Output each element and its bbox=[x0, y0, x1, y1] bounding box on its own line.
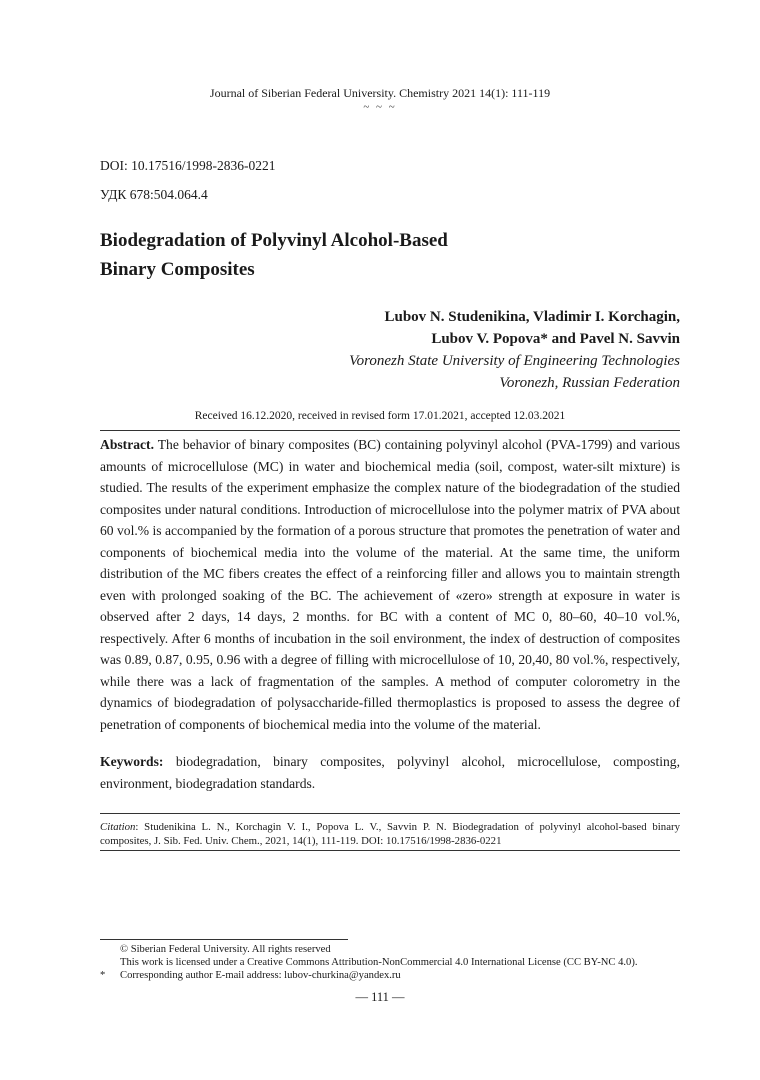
page-number: — 111 — bbox=[355, 990, 405, 1004]
affiliation bbox=[349, 350, 680, 394]
footnote-rule bbox=[100, 939, 348, 940]
header-separator: ~ ~ ~ bbox=[363, 101, 397, 113]
citation-top-rule bbox=[100, 813, 680, 814]
keywords-text: biodegradation, binary composites, polyvinyl alcohol, microcellulose, composting, environment, biodegradation standards. bbox=[100, 754, 680, 791]
abstract-top-rule bbox=[100, 430, 680, 431]
citation-label: Citation bbox=[100, 821, 136, 833]
affiliation-line-1: Voronezh State University of Engineering Technologies bbox=[349, 353, 680, 369]
footnote-star: * bbox=[100, 970, 106, 981]
title-line-1: Biodegradation of Polyvinyl Alcohol-Based bbox=[100, 230, 448, 251]
corresponding-footnote bbox=[100, 969, 401, 982]
received-dates: Received 16.12.2020, received in revised form 17.01.2021, accepted 12.03.2021 bbox=[194, 410, 566, 422]
journal-header: Journal of Siberian Federal University. Chemistry 2021 14(1): 111-119 bbox=[209, 86, 551, 100]
udk: УДК 678:504.064.4 bbox=[100, 187, 208, 202]
abstract-text: The behavior of binary composites (BC) containing polyvinyl alcohol (PVA-1799) and various amounts of microcellulose (MC) in water and biochemical media (soil, compost, water-silt mixture) is studied. The results of the experiment emphasize the complex nature of the biodegradation of the studied composites under natural conditions. Introduction of microcellulose into the polymer matrix of PVA about 60 vol.% is accompanied by the formation of a porous structure that promotes the penetration of water and components of biochemical media into the volume of the material. At the same time, the uniform distribution of the MC fibers creates the effect of a reinforcing filler and allows you to maintain strength even with prolonged soaking of the BC. The achievement of «zero» strength at exposure in water is observed after 2 days, 14 days, 2 months. for BC with a content of MC 0, 80–60, 40–10 vol.%, respectively. After 6 months of incubation in the soil environment, the index of destruction of composites was 0.89, 0.87, 0.95, 0.96 with a degree of filling with microcellulose of 10, 20,40, 80 vol.%, respectively, while there was a lack of fragmentation of the samples. A method of computer colorometry in the dynamics of biodegradation of polysaccharide-filled thermoplastics is proposed to assess the degree of penetration of components of biochemical media into the volume of the material. bbox=[100, 437, 681, 732]
keywords-label: Keywords: bbox=[100, 754, 164, 769]
citation bbox=[100, 820, 680, 848]
abstract bbox=[100, 434, 680, 735]
citation-bottom-rule bbox=[100, 850, 680, 851]
title-line-2: Binary Composites bbox=[100, 259, 255, 280]
license-footnote: This work is licensed under a Creative Commons Attribution-NonCommercial 4.0 International License (CC BY-NC 4.0). bbox=[120, 957, 638, 968]
authors-line-2: Lubov V. Popova* and Pavel N. Savvin bbox=[431, 331, 680, 347]
abstract-label: Abstract. bbox=[100, 437, 154, 452]
citation-text: : Studenikina L. N., Korchagin V. I., Popova L. V., Savvin P. N. Biodegradation of polyvinyl alcohol-based binary composites, J. Sib. Fed. Univ. Chem., 2021, 14(1), 111-119. DOI: 10.17516/1998-2836-0221 bbox=[100, 821, 680, 847]
keywords bbox=[100, 751, 680, 794]
corresponding-email: Corresponding author E-mail address: lubov-churkina@yandex.ru bbox=[120, 970, 401, 981]
authors-line-1: Lubov N. Studenikina, Vladimir I. Korchagin, bbox=[384, 309, 680, 325]
paper-title bbox=[100, 226, 448, 284]
doi: DOI: 10.17516/1998-2836-0221 bbox=[100, 158, 276, 173]
copyright-footnote: © Siberian Federal University. All rights reserved bbox=[120, 944, 331, 955]
authors bbox=[384, 306, 680, 350]
affiliation-line-2: Voronezh, Russian Federation bbox=[499, 375, 680, 391]
